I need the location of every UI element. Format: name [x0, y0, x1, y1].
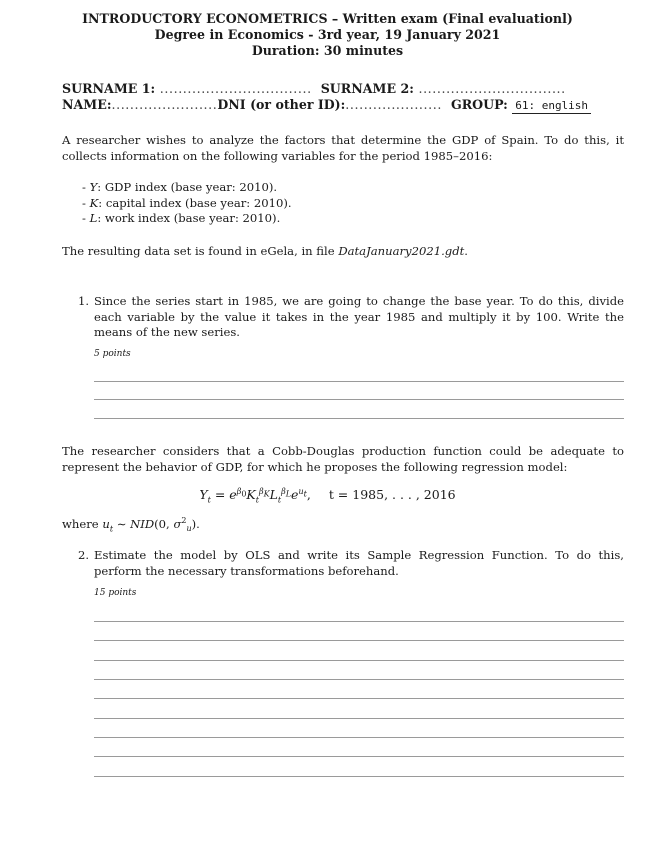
surname1-label: SURNAME 1:: [62, 81, 156, 96]
error-assumption: where $u_t$ ∼ NID(0, $\sigma^2_u$).: [62, 516, 200, 534]
variable-list: [82, 180, 602, 227]
answer-line[interactable]: [94, 660, 624, 661]
answer-line[interactable]: [94, 418, 624, 419]
question-2: [78, 548, 624, 579]
dataset-filename: DataJanuary2021.gdt: [338, 244, 465, 258]
exam-title: INTRODUCTORY ECONOMETRICS – Written exam (Final evaluationl): [82, 11, 573, 26]
answer-line[interactable]: [94, 698, 624, 699]
answer-line[interactable]: [94, 776, 624, 777]
dni-label: DNI (or other ID):: [217, 97, 346, 112]
surname1-field[interactable]: .................................: [155, 81, 317, 96]
model-paragraph: The researcher considers that a Cobb-Douglas production function could be adequate to represent the behavior of GDP, for which he proposes the following regression model:: [62, 444, 624, 474]
name-label: NAME:: [62, 97, 112, 112]
question-1-points: 5 points: [94, 349, 131, 359]
question-text: Since the series start in 1985, we are going to change the base year. To do this, divide each variable by the value it takes in the year 1985 and multiply it by 100. Write the means of the new series.: [94, 294, 624, 340]
answer-line[interactable]: [94, 381, 624, 382]
exam-subtitle: Degree in Economics - 3rd year, 19 January 2021: [154, 27, 501, 42]
answer-line[interactable]: [94, 399, 624, 400]
question-2-points: 15 points: [94, 588, 137, 598]
list-item: - L: work index (base year: 2010).: [82, 211, 281, 226]
surname2-label: SURNAME 2:: [320, 81, 414, 96]
answer-line[interactable]: [94, 640, 624, 641]
question-number: 1.: [78, 294, 90, 308]
dni-field[interactable]: .....................: [345, 97, 447, 112]
group-value: 61: english: [512, 99, 591, 114]
name-field[interactable]: .......................: [111, 97, 218, 112]
time-range: t = 1985, . . . , 2016: [328, 487, 456, 503]
list-item: - K: capital index (base year: 2010).: [82, 195, 292, 210]
answer-line[interactable]: [94, 737, 624, 738]
group-label: GROUP:: [450, 97, 508, 112]
surname2-field[interactable]: ................................: [413, 81, 566, 96]
name-line: [62, 97, 624, 112]
regression-formula: $Y_t = e^{\beta_0}K_t^{\beta_K}L_t^{\beta_L}e^{u_t}$, t = 1985, . . . , 2016: [199, 487, 456, 505]
answer-line[interactable]: [94, 679, 624, 680]
intro-paragraph: A researcher wishes to analyze the factors that determine the GDP of Spain. To do this, it collects information on the following variables for the period 1985–2016:: [62, 133, 624, 163]
answer-line[interactable]: [94, 756, 624, 757]
exam-duration: Duration: 30 minutes: [251, 43, 404, 58]
question-number: 2.: [78, 548, 90, 562]
answer-line[interactable]: [94, 621, 624, 622]
list-item: - Y: GDP index (base year: 2010).: [82, 180, 278, 194]
question-1: [78, 294, 624, 341]
question-text: Estimate the model by OLS and write its Sample Regression Function. To do this, perform the necessary transformations beforehand.: [94, 548, 624, 578]
surname-line: [62, 81, 624, 96]
exam-header: [0, 11, 655, 59]
answer-line[interactable]: [94, 718, 624, 719]
dataset-sentence: The resulting data set is found in eGela, in file DataJanuary2021.gdt.: [62, 244, 468, 258]
